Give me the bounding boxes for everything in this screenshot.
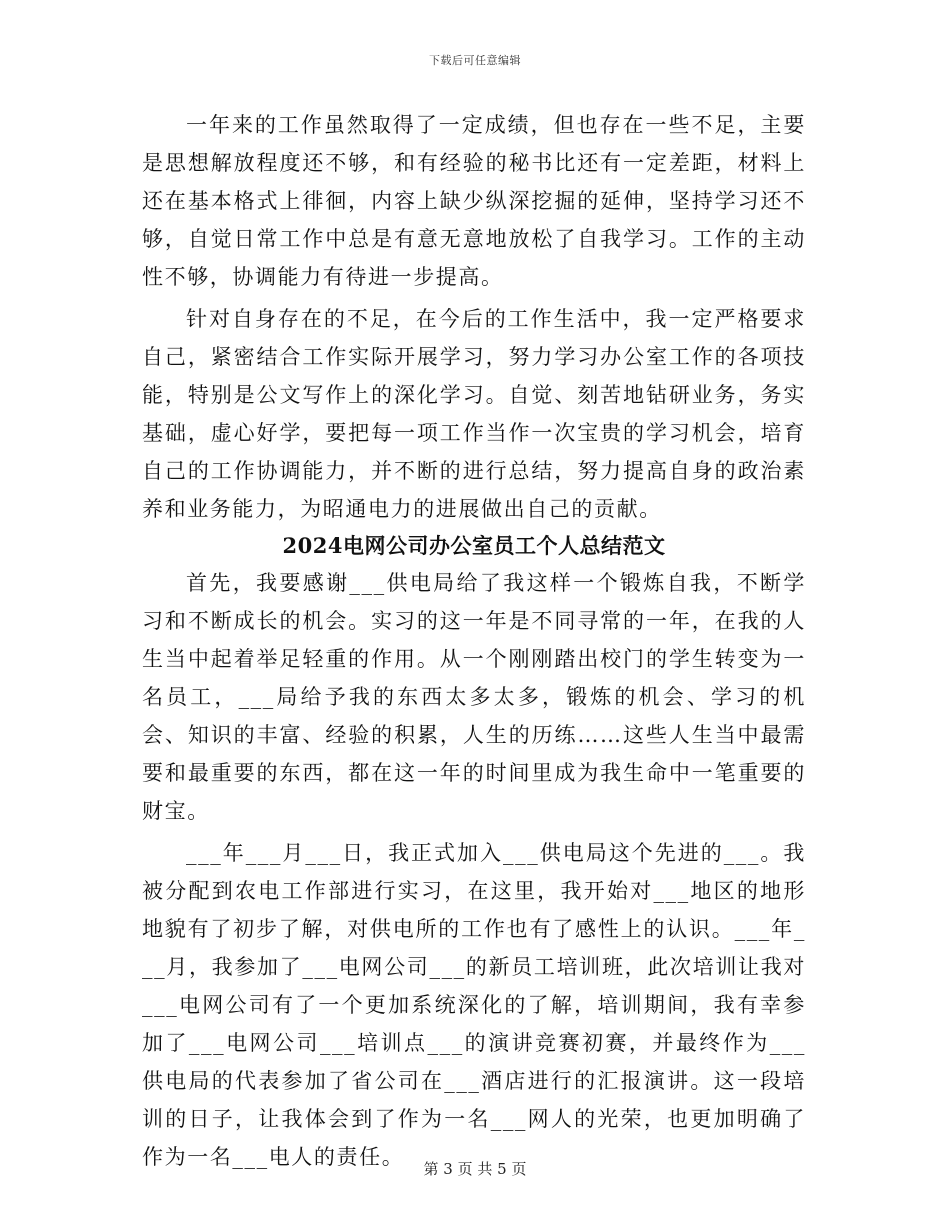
paragraph-training: ___年___月___日，我正式加入___供电局这个先进的___。我被分配到农电工作部进行实习，在这里，我开始对___地区的地形地貌有了初步了解，对供电所的工作也有了感性上的认识。___年___月，我参加了___电网公司___的新员工培训班，此次培训让我对___电网公司有了一个更加系统深化的了解，培训期间，我有幸参加了___电网公司___培训点___的演讲竞赛初赛，并最终作为___供电局的代表参加了省公司在___酒店进行的汇报演讲。这一段培训的日子，让我体会到了作为一名___网人的光荣，也更加明确了作为一名___电人的责任。	[142, 841, 806, 1169]
paragraph-improvement: 针对自身存在的不足，在今后的工作生活中，我一定严格要求自己，紧密结合工作实际开展学习，努力学习办公室工作的各项技能，特别是公文写作上的深化学习。自觉、刻苦地钻研业务，务实基础，虚心好学，要把每一项工作当作一次宝贵的学习机会，培育自己的工作协调能力，并不断的进行总结，努力提高自身的政治素养和业务能力，为昭通电力的进展做出自己的贡献。	[142, 307, 806, 521]
page-number: 第 3 页 共 5 页	[423, 1160, 527, 1178]
page-header: 下载后可任意编辑	[429, 54, 521, 67]
document-body	[142, 106, 806, 1176]
section-title: 2024电网公司办公室员工个人总结范文	[282, 533, 666, 558]
paragraph-gratitude: 首先，我要感谢___供电局给了我这样一个锻炼自我，不断学习和不断成长的机会。实习的这一年是不同寻常的一年，在我的人生当中起着举足轻重的作用。从一个刚刚踏出校门的学生转变为一名员工，___局给予我的东西太多太多，锻炼的机会、学习的机会、知识的丰富、经验的积累，人生的历练……这些人生当中最需要和最重要的东西，都在这一年的时间里成为我生命中一笔重要的财宝。	[142, 571, 806, 823]
paragraph-shortcomings: 一年来的工作虽然取得了一定成绩，但也存在一些不足，主要是思想解放程度还不够，和有经验的秘书比还有一定差距，材料上还在基本格式上徘徊，内容上缺少纵深挖掘的延伸，坚持学习还不够，自觉日常工作中总是有意无意地放松了自我学习。工作的主动性不够，协调能力有待进一步提高。	[142, 113, 806, 289]
